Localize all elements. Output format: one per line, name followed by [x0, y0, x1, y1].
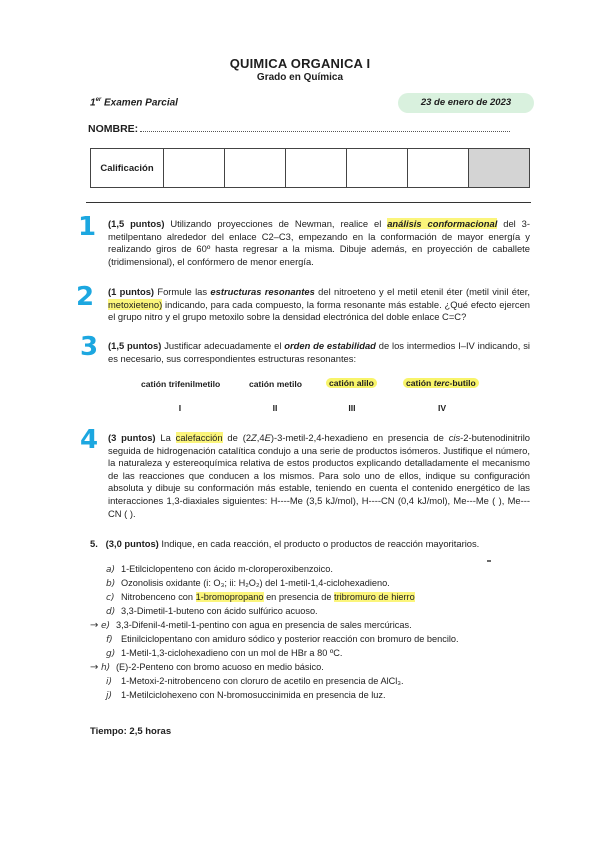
reaction-item: b) Ozonolisis oxidante (i: O₃; ii: H₂O₂) del 1-metil-1,4-ciclohexadieno. [106, 578, 390, 589]
date-badge: 23 de enero de 2023 [398, 93, 534, 113]
question-5: 5. (3,0 puntos) Indique, en cada reacción, el producto o productos de reacción mayoritarios. [90, 538, 480, 549]
grade-cell [347, 149, 408, 188]
question-3: (1,5 puntos) Justificar adecuadamente el orden de estabilidad de los intermedios I–IV indicando, si es necesario, sus correspondientes estructuras resonantes: [108, 340, 530, 364]
grade-cell [408, 149, 469, 188]
reaction-item: i) 1-Metoxi-2-nitrobenceno con cloruro de acetilo en presencia de AlCl₃. [106, 676, 404, 687]
cation-label: catión alilo [326, 378, 377, 388]
cation-numeral: II [272, 403, 278, 413]
question-1: (1,5 puntos) Utilizando proyecciones de Newman, realice el análisis conformacional del 3-metilpentano alrededor del enlace C2–C3, empezando en la conformación de mayor energía y realizando giros de 60º hasta regresar a la misma. Dibuje además, en proyección de caballete (tridimensional), el confórmero de menor energía. [108, 218, 531, 267]
cation-numeral: III [348, 403, 356, 413]
page-subtitle: Grado en Química [256, 72, 344, 83]
arrow-icon: → [90, 662, 99, 673]
reaction-item: g) 1-Metil-1,3-ciclohexadieno con un mol de HBr a 80 ºC. [106, 648, 343, 659]
grade-label: Calificación [91, 149, 164, 188]
grade-cell [286, 149, 347, 188]
exam-duration: Tiempo: 2,5 horas [90, 726, 172, 737]
question-2: (1 puntos) Formule las estructuras resonantes del nitroeteno y el metil etenil éter (metil vinil éter, metoxieteno) indicando, para cada compuesto, la forma resonante más estable. ¿Qué efecto ejercen el grupo nitro y el grupo metoxilo sobre la densidad electrónica del doble enlace C=C? [108, 286, 530, 323]
grade-cell [164, 149, 225, 188]
reaction-item: → h) (E)-2-Penteno con bromo acuoso en medio básico. [90, 662, 324, 673]
reaction-item: f) Etinilciclopentano con amiduro sódico y posterior reacción con bromuro de bencilo. [106, 634, 459, 645]
handwritten-number: 3 [80, 332, 99, 362]
exam-label: 1er Examen Parcial [90, 97, 178, 109]
reaction-item: c) Nitrobenceno con 1-bromopropano en presencia de tribromuro de hierro [106, 592, 415, 603]
handwritten-number: 2 [76, 282, 95, 312]
reaction-item: d) 3,3-Dimetil-1-buteno con ácido sulfúrico acuoso. [106, 606, 318, 617]
stray-mark [487, 560, 491, 562]
reaction-item: j) 1-Metilciclohexeno con N-bromosuccinimida en presencia de luz. [106, 690, 386, 701]
grade-total-cell [469, 149, 530, 188]
cation-numeral: I [178, 403, 182, 413]
cation-numeral: IV [437, 403, 447, 413]
page-title: QUIMICA ORGANICA I [229, 56, 371, 71]
cation-label: catión trifenilmetilo [141, 379, 221, 389]
handwritten-number: 1 [78, 212, 97, 242]
arrow-icon: → [90, 620, 99, 631]
reaction-item: a) 1-Etilciclopenteno con ácido m-cloroperoxibenzoico. [106, 564, 333, 575]
cation-label: catión terc-butilo [403, 378, 479, 388]
grade-table [90, 148, 530, 188]
grade-cell [225, 149, 286, 188]
divider [86, 202, 531, 203]
cation-label: catión metilo [249, 379, 303, 389]
nombre-label: NOMBRE: [88, 123, 139, 135]
question-4: (3 puntos) La calefacción de (2Z,4E)-3-metil-2,4-hexadieno en presencia de cis-2-butenodinitrilo seguida de hidrogenación catalítica condujo a una serie de productos isómeros. Justifique el número, la naturaleza y estereoquímica relativa de estos productos explicando detalladamente el mecanismo de las reacciones que conducen a los mismos. Para solo uno de ellos, indique su configuración absoluta y dibuje su conformación más estable, teniendo en cuenta el contenido energético de las interacciones 1,3-diaxiales siguientes: H----Me (3,5 kJ/mol), H----CN (0,4 kJ/mol), Me---Me ( ), Me---CN ( ). [108, 432, 530, 519]
nombre-line [140, 131, 510, 132]
handwritten-number: 4 [80, 425, 99, 455]
reaction-item: → e) 3,3-Difenil-4-metil-1-pentino con agua en presencia de sales mercúricas. [90, 620, 412, 631]
